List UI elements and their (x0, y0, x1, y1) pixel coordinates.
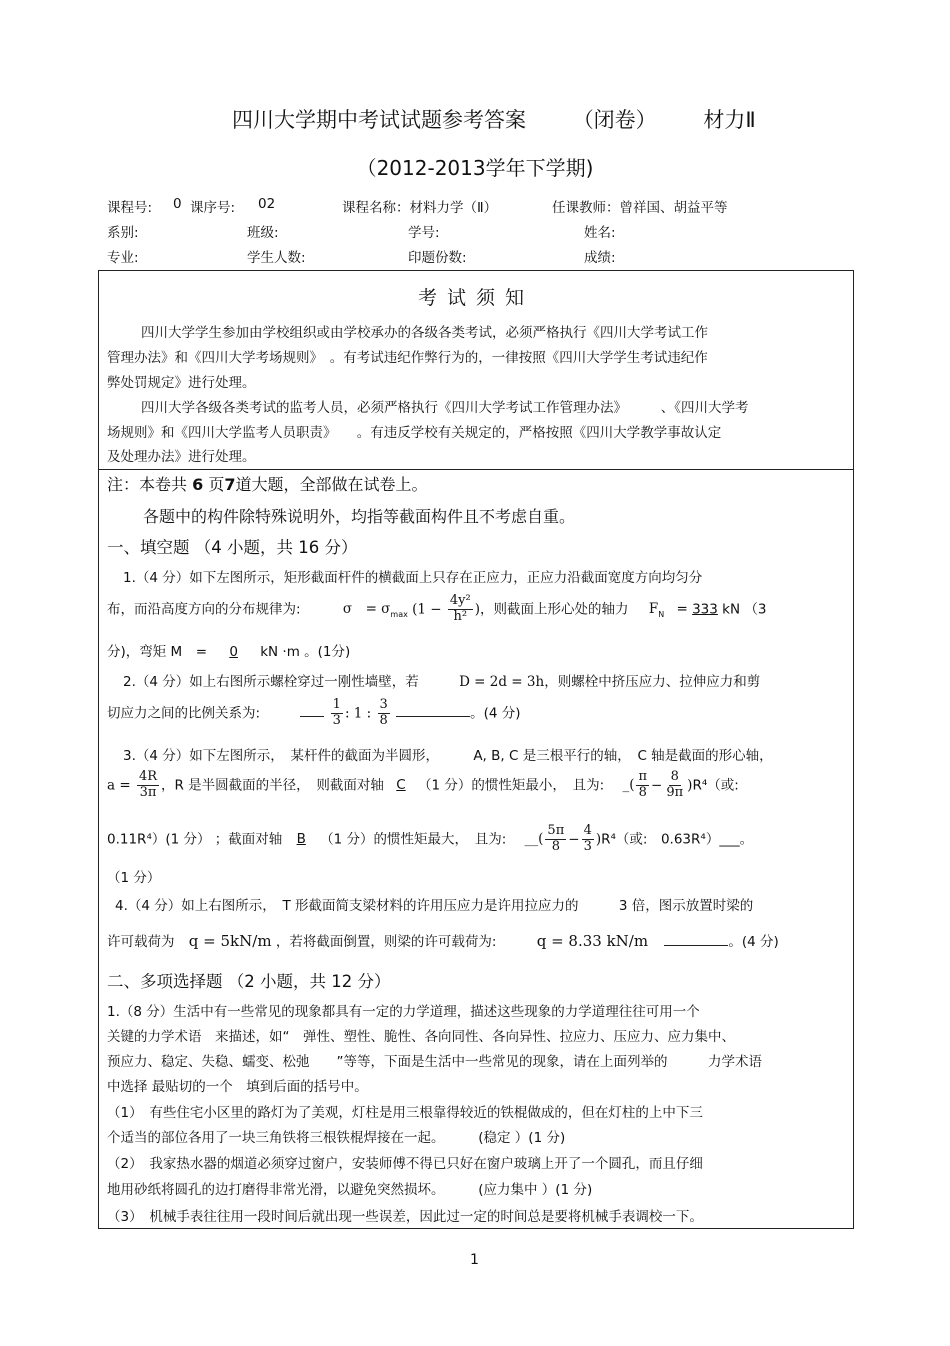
answer-allowable-load: q = 8.33 kN/m (536, 932, 649, 950)
s1-q4-line2: 许可载荷为 q = 5kN/m ，若将截面倒置，则梁的许可载荷为: q = 8.33 kN/m 。(4 分) (107, 932, 779, 950)
dept-label: 系别: (107, 225, 139, 241)
seq-value: 02 (258, 196, 276, 212)
s2-q1-line1: 1.（8 分）生活中有一些常见的现象都具有一定的力学道理，描述这些现象的力学道理往往可用一个 (107, 1004, 700, 1020)
fraction-1-3: $\frac{1}{3}$ (332, 697, 341, 728)
name-label: 姓名: (584, 225, 616, 241)
s2-q1-line2: 关键的力学术语 来描述，如“ 弹性、塑性、脆性、各向同性、各向异性、拉应力、压应力、应力集中、 (107, 1029, 735, 1045)
s2-item2-line2: 地用砂纸将圆孔的边打磨得非常光滑，以避免突然损坏。 (应力集中 ）(1 分) (107, 1182, 593, 1198)
s1-q2-line2: 切应力之间的比例关系为: $\frac{1}{3}$ : 1 : $\frac{3}{8}$ 。(4 分) (107, 697, 521, 728)
exam-title: 四川大学期中考试试题参考答案 (232, 108, 526, 132)
closed-book-label: （闭卷） (572, 108, 657, 132)
major-label: 专业: (107, 250, 139, 266)
note-line1: 注：本卷共 6 页7道大题，全部做在试卷上。 (107, 475, 428, 494)
s2-q1-line4: 中选择 最贴切的一个 填到后面的括号中。 (107, 1079, 368, 1095)
notice-p1-line1: 四川大学学生参加由学校组织或由学校承办的各级各类考试，必须严格执行《四川大学考试工作 (141, 325, 708, 341)
fraction-5pi-8: $\frac{5\pi}{8}$ (547, 823, 565, 854)
s1-q4-line1: 4.（4 分）如上右图所示， T 形截面简支梁材料的许用压应力是许用拉应力的 3 倍，图示放置时梁的 (115, 898, 754, 914)
s2-item2-line1: （2） 我家热水器的烟道必须穿过窗户，安装师傅不得已只好在窗户玻璃上开了一个圆孔，而且仔细 (107, 1156, 703, 1172)
questions-box (98, 468, 854, 1229)
term-label: （2012-2013学年下学期) (356, 156, 594, 180)
fraction-8-9pi: $\frac{8}{9\pi}$ (666, 769, 684, 800)
s1-q3-line2: a = $\frac{4R}{3\pi}$ ，R 是半圆截面的半径， 则截面对轴 C （1 分）的惯性矩最小， 且为: _( $\frac{\pi}{8}$ − $\frac{8}{9\pi}$ )R⁴（或: (107, 769, 739, 800)
page-number: 1 (470, 1252, 479, 1268)
score-label: 成绩: (584, 250, 616, 266)
seq-label: 课序号: (190, 200, 236, 216)
answer-moment: 0 (229, 644, 238, 660)
exam-notice-box (98, 270, 854, 470)
s1-q1-line3: 分)，弯矩 M = 0 kN ·m 。(1分) (107, 644, 351, 660)
class-label: 班级: (247, 225, 279, 241)
course-name: 课程名称：材料力学（Ⅱ） (342, 200, 498, 216)
s1-q1-line1: 1.（4 分）如下左图所示，矩形截面杆件的横截面上只存在正应力，正应力沿截面宽度方向均匀分 (123, 570, 703, 586)
s2-item1-line1: （1） 有些住宅小区里的路灯为了美观，灯柱是用三根靠得较近的铁棍做成的，但在灯柱的上中下三 (107, 1105, 703, 1121)
teacher: 任课教师：曾祥国、胡益平等 (552, 200, 728, 216)
section2-heading: 二、多项选择题 （2 小题，共 12 分） (107, 972, 391, 991)
answer-axis-min: C (396, 777, 406, 794)
page-title (232, 104, 756, 134)
student-id-label: 学号: (408, 225, 440, 241)
notice-p2-line2: 场规则》和《四川大学监考人员职责》 。有违反学校有关规定的，严格按照《四川大学教学事故认定 (107, 425, 722, 441)
s1-q3-line3: 0.11R⁴）(1 分） ；截面对轴 B （1 分）的惯性矩最大， 且为: __( $\frac{5\pi}{8}$ − $\frac{4}{3}$ )R⁴（或: 0.63R⁴）___。 (107, 823, 754, 854)
s2-q1-line3: 预应力、稳定、失稳、蠕变、松弛 ”等等，下面是生活中一些常见的现象，请在上面列举的 力学术语 (107, 1054, 762, 1070)
notice-p1-line2: 管理办法》和《四川大学考场规则》 。有考试违纪作弊行为的，一律按照《四川大学学生考试违纪作 (107, 350, 708, 366)
course-no-label: 课程号: (107, 200, 153, 216)
notice-p2-line1: 四川大学各级各类考试的监考人员，必须严格执行《四川大学考试工作管理办法》 、《四川大学考 (141, 400, 749, 416)
s1-q1-line2: 布，而沿高度方向的分布规律为: σ = $\sigma_{max}$ (1 − $\frac{\text{4y²}}{\text{h²}}$ )，则截面上形心处的轴力 $F_N = 333$ kN （3 (107, 593, 767, 624)
fraction-pi-8: $\frac{\pi}{8}$ (638, 769, 648, 800)
s1-q3-line1: 3.（4 分）如下左图所示， 某杆件的截面为半圆形， A, B, C 是三根平行的轴， C 轴是截面的形心轴， (123, 748, 773, 764)
note-line2: 各题中的构件除特殊说明外，均指等截面构件且不考虑自重。 (143, 507, 576, 526)
notice-heading: 考试须知 (417, 287, 534, 309)
fraction-4R-3pi: $\frac{4R}{3\pi}$ (138, 769, 158, 800)
fraction-4y2-h2: $\frac{\text{4y²}}{\text{h²}}$ (449, 593, 471, 624)
answer-fn: 333 (692, 601, 718, 618)
subject-label: 材力Ⅱ (703, 108, 756, 132)
course-no-value: 0 (173, 196, 182, 212)
s2-item1-line2: 个适当的部位各用了一块三角铁将三根铁棍焊接在一起。 (稳定 ）(1 分) (107, 1130, 566, 1146)
student-count-label: 学生人数: (247, 250, 306, 266)
notice-p1-line3: 弊处罚规定》进行处理。 (107, 375, 256, 391)
s1-q3-line4: （1 分） (107, 870, 161, 886)
notice-p2-line3: 及处理办法》进行处理。 (107, 449, 256, 465)
fraction-4-3: $\frac{4}{3}$ (583, 823, 592, 854)
fraction-3-8: $\frac{3}{8}$ (379, 697, 388, 728)
copies-label: 印题份数: (408, 250, 467, 266)
s1-q2-line1: 2.（4 分）如上右图所示螺栓穿过一刚性墙壁，若 D = 2d = 3h，则螺栓中挤压应力、拉伸应力和剪 (123, 674, 761, 690)
section1-heading: 一、填空题 （4 小题，共 16 分） (107, 538, 358, 557)
s2-item3-line1: （3） 机械手表往往用一段时间后就出现一些误差，因此过一定的时间总是要将机械手表调校一下。 (107, 1209, 703, 1225)
answer-axis-max: B (296, 831, 306, 848)
